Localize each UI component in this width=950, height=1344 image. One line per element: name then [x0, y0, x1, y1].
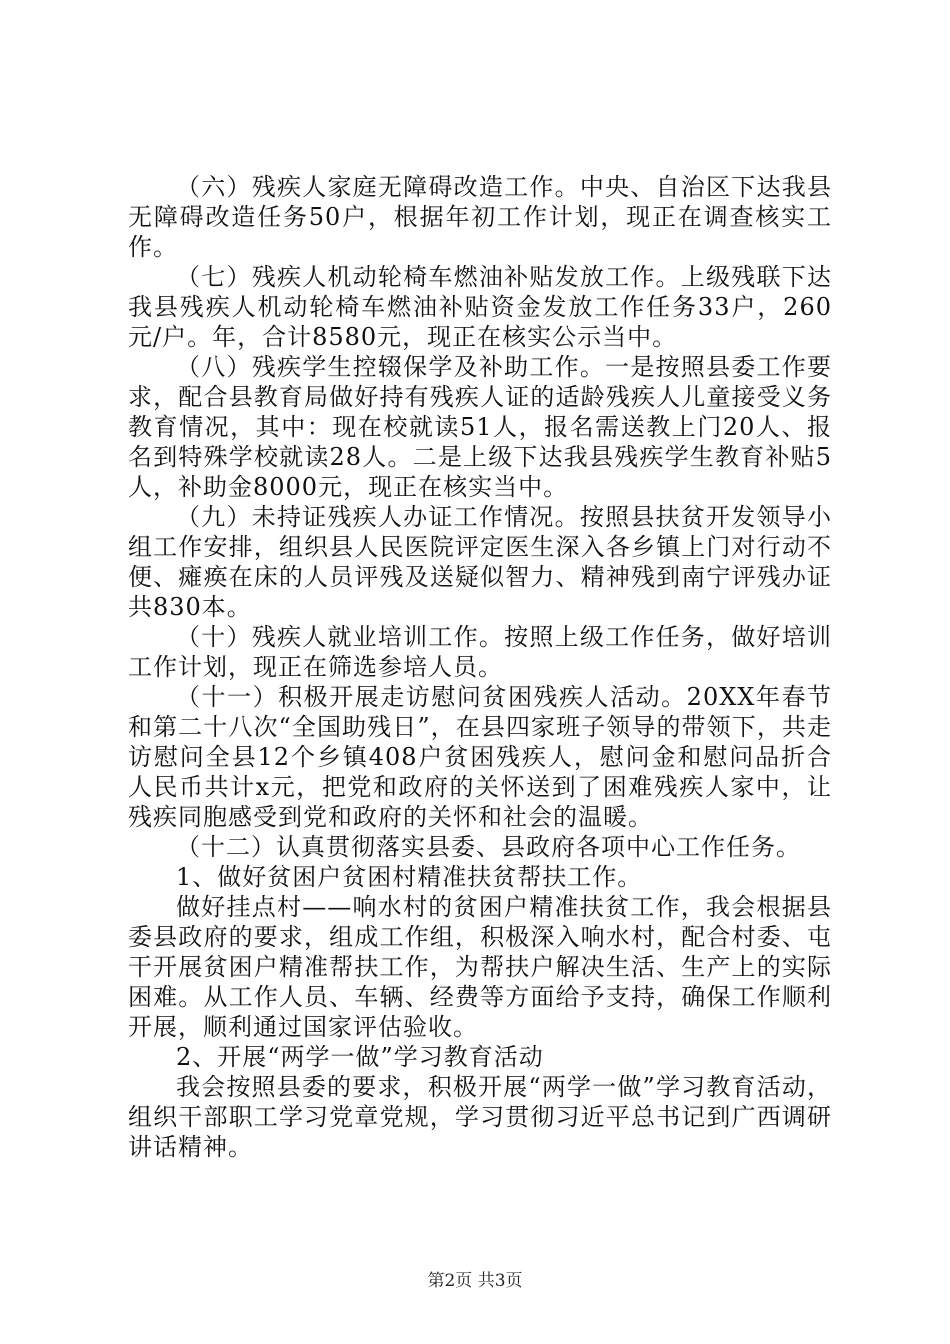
paragraph-9: （九）未持证残疾人办证工作情况。按照县扶贫开发领导小组工作安排，组织县人民医院评定医生深入各乡镇上门对行动不便、瘫痪在床的人员评残及送疑似智力、精神残到南宁评残办证共830本。: [128, 503, 832, 621]
subheading-1: 1、做好贫困户贫困村精准扶贫帮扶工作。: [176, 863, 643, 891]
paragraph-12-heading: （十二）认真贯彻落实县委、县政府各项中心工作任务。: [176, 833, 801, 861]
subheading-2: 2、开展“两学一做”学习教育活动: [176, 1043, 544, 1071]
paragraph-7: （七）残疾人机动轮椅车燃油补贴发放工作。上级残联下达我县残疾人机动轮椅车燃油补贴资金发放工作任务33户，260元/户。年，合计8580元，现正在核实公示当中。: [128, 263, 832, 351]
subparagraph-1: 做好挂点村——响水村的贫困户精准扶贫工作，我会根据县委县政府的要求，组成工作组，积极深入响水村，配合村委、屯干开展贫困户精准帮扶工作，为帮扶户解决生活、生产上的实际困难。从工作人员、车辆、经费等方面给予支持，确保工作顺利开展，顺利通过国家评估验收。: [128, 893, 832, 1041]
page-number-footer: 第2页 共3页: [427, 1271, 523, 1291]
paragraph-10: （十）残疾人就业培训工作。按照上级工作任务，做好培训工作计划，现正在筛选参培人员。: [128, 623, 832, 681]
paragraph-11: （十一）积极开展走访慰问贫困残疾人活动。20XX年春节和第二十八次“全国助残日”，在县四家班子领导的带领下，共走访慰问全县12个乡镇408户贫困残疾人，慰问金和慰问品折合人民币共计x元，把党和政府的关怀送到了困难残疾人家中，让残疾同胞感受到党和政府的关怀和社会的温暖。: [128, 683, 832, 831]
subparagraph-2: 我会按照县委的要求，积极开展“两学一做”学习教育活动，组织干部职工学习党章党规，学习贯彻习近平总书记到广西调研讲话精神。: [128, 1073, 832, 1161]
document-body: [128, 172, 832, 1162]
paragraph-6: （六）残疾人家庭无障碍改造工作。中央、自治区下达我县无障碍改造任务50户，根据年初工作计划，现正在调查核实工作。: [128, 173, 832, 261]
paragraph-8: （八）残疾学生控辍保学及补助工作。一是按照县委工作要求，配合县教育局做好持有残疾人证的适龄残疾人儿童接受义务教育情况，其中：现在校就读51人，报名需送教上门20人、报名到特殊学校就读28人。二是上级下达我县残疾学生教育补贴5人，补助金8000元，现正在核实当中。: [128, 353, 832, 501]
